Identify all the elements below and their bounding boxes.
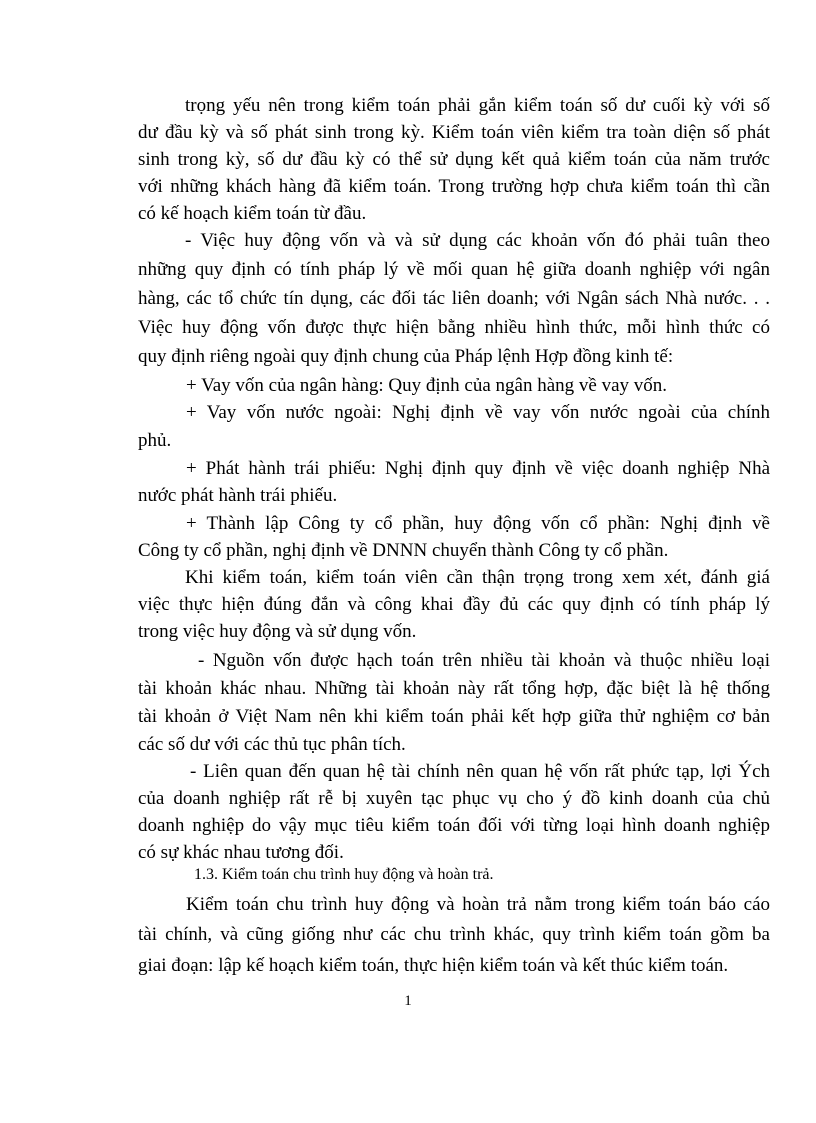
text-line: tài khoản ở Việt Nam nên khi kiểm toán phải kết hợp giữa thử nghiệm cơ bản	[138, 706, 770, 727]
text-line: với những khách hàng đã kiểm toán. Trong trường hợp chưa kiểm toán thì cần	[138, 176, 770, 197]
text-line: phủ.	[138, 430, 172, 451]
text-line: Kiểm toán chu trình huy động và hoàn trả nằm trong kiểm toán báo cáo	[186, 894, 770, 915]
section-heading: 1.3. Kiểm toán chu trình huy động và hoàn trả.	[194, 866, 494, 883]
text-line: Công ty cổ phần, nghị định về DNNN chuyển thành Công ty cổ phần.	[138, 540, 669, 561]
text-line: dư đầu kỳ và số phát sinh trong kỳ. Kiểm toán viên kiểm tra toàn diện số phát	[138, 122, 770, 143]
text-line: tài khoản khác nhau. Những tài khoản này rất tổng hợp, đặc biệt là hệ thống	[138, 678, 770, 699]
text-line: quy định riêng ngoài quy định chung của Pháp lệnh Hợp đồng kinh tế:	[138, 346, 674, 367]
text-line: của doanh nghiệp rất rễ bị xuyên tạc phục vụ cho ý đồ kinh doanh của chủ	[138, 788, 770, 809]
text-line: hàng, các tổ chức tín dụng, các đối tác liên doanh; với Ngân sách Nhà nước. . .	[138, 288, 770, 309]
text-line: + Vay vốn nước ngoài: Nghị định về vay vốn nước ngoài của chính	[186, 402, 770, 423]
text-line: giai đoạn: lập kế hoạch kiểm toán, thực hiện kiểm toán và kết thúc kiểm toán.	[138, 955, 729, 976]
text-line: có kế hoạch kiểm toán từ đầu.	[138, 203, 367, 224]
text-line: doanh nghiệp do vậy mục tiêu kiểm toán đối với từng loại hình doanh nghiệp	[138, 815, 770, 836]
text-line: việc thực hiện đúng đắn và công khai đầy đủ các quy định có tính pháp lý	[138, 594, 770, 615]
text-line: tài chính, và cũng giống như các chu trình khác, quy trình kiểm toán gồm ba	[138, 924, 770, 945]
text-line: - Liên quan đến quan hệ tài chính nên quan hệ vốn rất phức tạp, lợi Ých	[190, 761, 770, 782]
text-line: - Nguồn vốn được hạch toán trên nhiều tài khoản và thuộc nhiều loại	[198, 650, 770, 671]
text-line: sinh trong kỳ, số dư đầu kỳ có thể sử dụng kết quả kiểm toán của năm trước	[138, 149, 770, 170]
text-line: + Thành lập Công ty cổ phần, huy động vốn cổ phần: Nghị định về	[186, 513, 770, 534]
text-line: trong việc huy động và sử dụng vốn.	[138, 621, 417, 642]
text-line: trọng yếu nên trong kiểm toán phải gắn kiểm toán số dư cuối kỳ với số	[185, 95, 770, 116]
text-line: - Việc huy động vốn và và sử dụng các khoản vốn đó phải tuân theo	[185, 230, 770, 251]
text-line: Khi kiểm toán, kiểm toán viên cần thận trọng trong xem xét, đánh giá	[185, 567, 770, 588]
text-line: + Phát hành trái phiếu: Nghị định quy định về việc doanh nghiệp Nhà	[186, 458, 770, 479]
text-line: + Vay vốn của ngân hàng: Quy định của ngân hàng về vay vốn.	[186, 375, 668, 396]
page-number: 1	[404, 993, 412, 1009]
text-line: nước phát hành trái phiếu.	[138, 485, 338, 506]
text-line: Việc huy động vốn được thực hiện bằng nhiều hình thức, mỗi hình thức có	[138, 317, 770, 338]
text-line: có sự khác nhau tương đối.	[138, 842, 344, 863]
text-line: các số dư với các thủ tục phân tích.	[138, 734, 406, 755]
text-line: những quy định có tính pháp lý về mối quan hệ giữa doanh nghiệp với ngân	[138, 259, 770, 280]
